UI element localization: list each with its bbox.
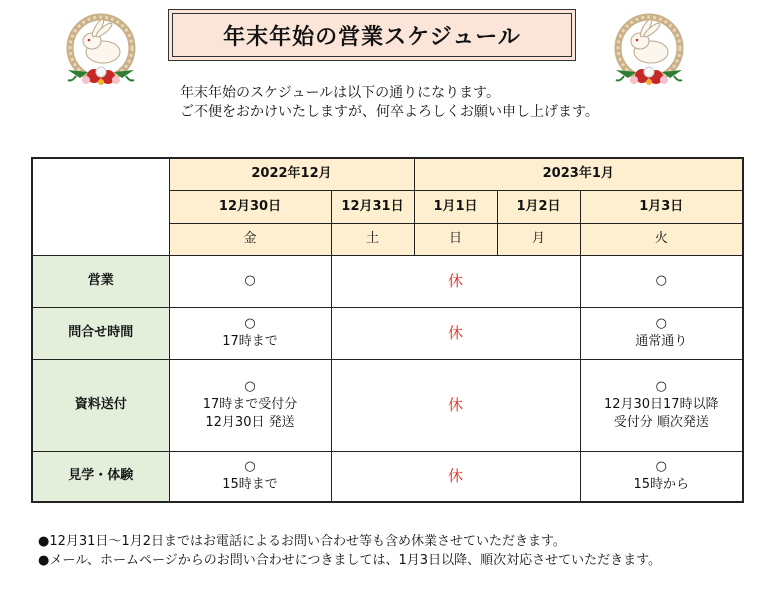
weekday-cell: 金 — [169, 223, 331, 255]
row-label: 資料送付 — [32, 359, 169, 451]
holiday-cell: 休 — [331, 307, 580, 359]
month-header: 2023年1月 — [414, 158, 743, 190]
table-row — [32, 307, 743, 359]
weekday-cell: 火 — [580, 223, 743, 255]
table-row — [32, 451, 743, 502]
weekday-cell: 日 — [414, 223, 497, 255]
table-row — [32, 255, 743, 307]
row-label: 問合せ時間 — [32, 307, 169, 359]
dec30-cell: ○ — [169, 255, 331, 307]
date-header: 1月3日 — [580, 190, 743, 223]
month-header: 2022年12月 — [169, 158, 414, 190]
dec30-cell: ○ 15時まで — [169, 451, 331, 502]
date-header: 12月30日 — [169, 190, 331, 223]
holiday-cell: 休 — [331, 451, 580, 502]
page-title: 年末年始の営業スケジュール — [168, 9, 576, 61]
notes — [38, 532, 661, 570]
jan3-cell: ○ 通常通り — [580, 307, 743, 359]
table-row — [32, 359, 743, 451]
jan3-cell: ○ 15時から — [580, 451, 743, 502]
note-line: ●メール、ホームページからのお問い合わせにつきましては、1月3日以降、順次対応させていただきます。 — [38, 553, 662, 568]
jan3-cell: ○ 12月30日17時以降 受付分 順次発送 — [580, 359, 743, 451]
intro-line: ご不便をおかけいたしますが、何卒よろしくお願い申し上げます。 — [180, 104, 599, 120]
date-header: 12月31日 — [331, 190, 414, 223]
holiday-cell: 休 — [331, 255, 580, 307]
holiday-cell: 休 — [331, 359, 580, 451]
jan3-cell: ○ — [580, 255, 743, 307]
intro-text — [180, 84, 599, 122]
row-label: 営業 — [32, 255, 169, 307]
weekday-cell: 月 — [497, 223, 580, 255]
schedule-table — [31, 157, 744, 503]
intro-line: 年末年始のスケジュールは以下の通りになります。 — [180, 85, 501, 101]
rabbit-wreath-icon — [58, 10, 144, 92]
rabbit-wreath-icon — [606, 10, 692, 92]
date-header: 1月1日 — [414, 190, 497, 223]
row-label: 見学・体験 — [32, 451, 169, 502]
weekday-cell: 土 — [331, 223, 414, 255]
dec30-cell: ○ 17時まで受付分 12月30日 発送 — [169, 359, 331, 451]
table-corner — [32, 158, 169, 255]
date-header: 1月2日 — [497, 190, 580, 223]
dec30-cell: ○ 17時まで — [169, 307, 331, 359]
note-line: ●12月31日～1月2日まではお電話によるお問い合わせ等も含め休業させていただきます。 — [38, 534, 566, 549]
